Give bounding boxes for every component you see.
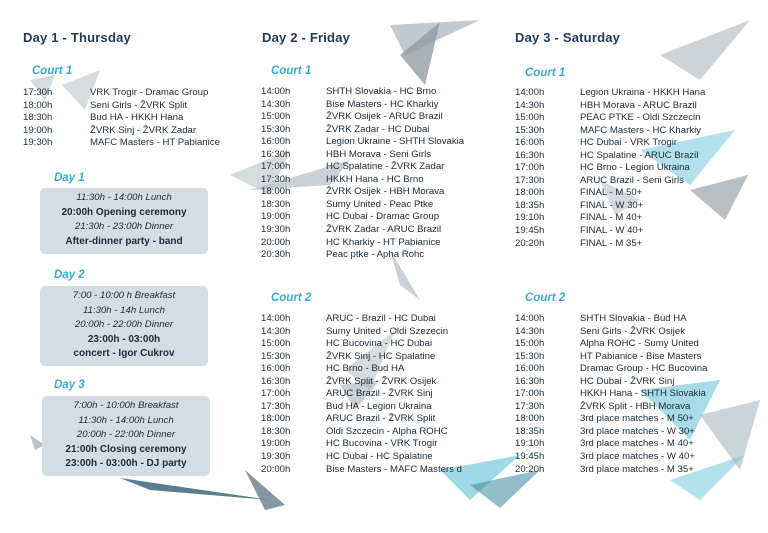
match-teams: Alpha ROHC - Sumy United — [580, 338, 699, 350]
match-row — [261, 438, 462, 451]
match-teams: HC Spalatine - ŽVRK Zadar — [326, 161, 445, 173]
match-time: 18:35h — [515, 425, 545, 437]
match-time: 17:30h — [23, 87, 53, 98]
match-teams: Bud HA - Legion Ukraina — [326, 400, 432, 412]
match-row — [261, 186, 464, 199]
match-row — [515, 212, 705, 225]
match-time: 18:30h — [261, 198, 291, 210]
day-2-court-2-label: Court 2 — [271, 292, 312, 304]
match-row — [515, 363, 707, 376]
match-teams: 3rd place matches - M 35+ — [580, 463, 694, 475]
match-row — [515, 438, 707, 451]
match-row — [23, 87, 220, 100]
day-3-court-2-label: Court 2 — [525, 292, 566, 304]
match-row — [515, 338, 707, 351]
match-time: 20:00h — [261, 236, 291, 248]
match-time: 19:10h — [515, 212, 545, 224]
match-row — [515, 464, 707, 477]
match-row — [261, 401, 462, 414]
match-row — [515, 238, 705, 251]
match-teams: HBH Morava - ARUC Brazil — [580, 99, 697, 111]
match-time: 16:00h — [515, 137, 545, 149]
match-teams: ŽVRK Osijek - ARUC Brazil — [326, 111, 443, 123]
match-time: 15:30h — [515, 124, 545, 136]
match-teams: Bise Masters - HC Kharkiy — [326, 98, 439, 110]
match-teams: ŽVRK Zadar - HC Dubai — [326, 123, 430, 135]
match-teams: Sumy United - Peac Ptke — [326, 198, 434, 210]
day-3-court-1-schedule — [515, 87, 705, 250]
deco-triangle — [700, 400, 760, 470]
events-day-2-box — [40, 286, 208, 366]
match-row — [515, 426, 707, 439]
match-time: 14:30h — [515, 325, 545, 337]
match-teams: HKKH Hana - HC Brno — [326, 173, 424, 185]
match-teams: Peac ptke - Apha Rohc — [326, 249, 425, 261]
match-time: 16:00h — [261, 136, 291, 148]
match-teams: 3rd place matches - M 50+ — [580, 413, 694, 425]
event-line: 20:00h - 22:00h Dinner — [76, 429, 176, 440]
day-1-court-1-schedule — [23, 87, 220, 150]
day-3-court-2-schedule — [515, 313, 707, 476]
day-2-court-2-schedule — [261, 313, 462, 476]
match-teams: HC Brno - Legion Ukraina — [580, 162, 690, 174]
match-teams: ARUC - Brazil - HC Dubai — [326, 313, 436, 324]
match-teams: VRK Trogir - Dramac Group — [90, 87, 209, 98]
event-line: 7:00 - 10:00 h Breakfast — [72, 290, 176, 301]
match-row — [261, 111, 464, 124]
match-row — [261, 376, 462, 389]
match-teams: ARUC Brazil - ŽVRK Sinj — [326, 388, 433, 400]
event-line: 11:30h - 14:00h Lunch — [78, 414, 174, 426]
match-teams: HC Dubai - Dramac Group — [326, 211, 440, 223]
match-time: 17:00h — [515, 388, 545, 400]
match-row — [515, 87, 705, 100]
match-teams: SHTH Slovakia - HC Brno — [326, 86, 437, 97]
match-time: 14:30h — [261, 98, 291, 110]
match-row — [515, 388, 707, 401]
match-time: 20:30h — [261, 249, 291, 261]
match-row — [261, 426, 462, 439]
match-time: 14:30h — [261, 325, 291, 337]
event-line: 21:30h - 23:00h Dinner — [74, 221, 174, 232]
events-day-2-title: Day 2 — [54, 269, 85, 281]
match-teams: PEAC PTKE - Oldi Szczecin — [580, 112, 701, 124]
match-teams: ARUC Brazil - ŽVRK Split — [326, 413, 436, 425]
day-1-court-1-label: Court 1 — [32, 65, 73, 77]
match-time: 14:00h — [515, 313, 545, 324]
match-time: 17:30h — [261, 173, 291, 185]
match-teams: HKKH Hana - SHTH Slovakia — [580, 388, 706, 400]
event-line: 7:00h - 10:00h Breakfast — [73, 400, 179, 411]
match-time: 19:30h — [261, 451, 291, 463]
match-row — [515, 413, 707, 426]
match-time: 20:20h — [515, 463, 545, 475]
day-2-court-1-label: Court 1 — [271, 65, 312, 77]
match-teams: ŽVRK Osijek - HBH Morava — [326, 186, 445, 198]
match-teams: FINAL - M 50+ — [580, 187, 643, 199]
match-teams: Legion Ukraina - HKKH Hana — [580, 87, 706, 98]
match-time: 17:00h — [261, 388, 291, 400]
match-time: 14:30h — [515, 99, 545, 111]
day-3-title: Day 3 - Saturday — [515, 30, 621, 45]
event-line: 20:00h - 22:00h Dinner — [74, 319, 174, 330]
match-teams: HC Brno - Bud HA — [326, 363, 405, 375]
match-row — [515, 137, 705, 150]
match-time: 14:00h — [515, 87, 545, 98]
match-row — [261, 338, 462, 351]
day-2-court-1-schedule — [261, 86, 464, 262]
match-row — [515, 175, 705, 188]
match-time: 16:30h — [515, 149, 545, 161]
day-1-title: Day 1 - Thursday — [23, 30, 131, 45]
match-time: 19:10h — [515, 438, 545, 450]
match-row — [261, 351, 462, 364]
match-row — [23, 125, 220, 138]
match-time: 16:00h — [261, 363, 291, 375]
events-day-3-box — [42, 396, 210, 476]
match-row — [261, 161, 464, 174]
match-teams: ŽVRK Split - HBH Morava — [580, 400, 691, 412]
match-teams: 3rd place matches - W 30+ — [580, 425, 695, 437]
match-row — [261, 326, 462, 339]
match-row — [515, 125, 705, 138]
match-time: 19:30h — [23, 137, 53, 149]
match-row — [261, 249, 464, 262]
match-teams: Sumy United - Oldi Szezecin — [326, 325, 449, 337]
match-row — [261, 363, 462, 376]
match-row — [23, 137, 220, 150]
match-row — [515, 100, 705, 113]
match-teams: Legion Ukraine - SHTH Slovakia — [326, 136, 465, 148]
match-row — [515, 313, 707, 326]
match-time: 18:00h — [261, 186, 291, 198]
match-row — [261, 313, 462, 326]
match-row — [261, 149, 464, 162]
events-day-1-title: Day 1 — [54, 172, 85, 184]
match-time: 17:00h — [261, 161, 291, 173]
match-row — [261, 451, 462, 464]
match-time: 18:30h — [261, 425, 291, 437]
match-time: 19:45h — [515, 451, 545, 463]
match-time: 16:00h — [515, 363, 545, 375]
match-row — [261, 199, 464, 212]
match-time: 17:30h — [515, 400, 545, 412]
match-teams: Bise Masters - MAFC Masters d — [326, 463, 462, 475]
match-row — [515, 351, 707, 364]
match-row — [261, 86, 464, 99]
match-row — [515, 451, 707, 464]
match-teams: ŽVRK Sinj - ŽVRK Zadar — [90, 124, 197, 136]
match-teams: 3rd place matches - W 40+ — [580, 451, 695, 463]
match-row — [261, 388, 462, 401]
match-teams: HC Dubai - VRK Trogir — [580, 137, 678, 149]
match-teams: HC Kharkiy - HT Pabianice — [326, 236, 441, 248]
event-line: 11:30h - 14:00h Lunch — [76, 192, 172, 203]
match-time: 16:30h — [261, 375, 291, 387]
match-time: 17:30h — [515, 174, 545, 186]
events-day-1-box — [40, 188, 208, 254]
match-time: 19:00h — [23, 124, 53, 136]
match-teams: HC Dubai - ŽVRK Sinj — [580, 375, 675, 387]
event-line: 21:00h Closing ceremony — [65, 443, 187, 455]
event-line: concert - Igor Cukrov — [73, 348, 175, 359]
match-time: 18:00h — [23, 99, 53, 111]
match-teams: Seni Girls - ŽVRK Split — [90, 99, 188, 111]
match-teams: ARUC Brazil - Seni Girls — [580, 174, 684, 186]
match-time: 16:30h — [515, 375, 545, 387]
match-teams: HC Bucovina - HC Dubai — [326, 338, 433, 350]
match-row — [515, 225, 705, 238]
match-teams: HT Pabianice - Bise Masters — [580, 350, 702, 362]
day-2-title: Day 2 - Friday — [262, 30, 351, 45]
match-teams: SHTH Slovakia - Bud HA — [580, 313, 687, 324]
match-teams: FINAL - W 40+ — [580, 225, 644, 237]
match-time: 14:00h — [261, 86, 291, 97]
match-row — [23, 100, 220, 113]
match-time: 17:30h — [261, 400, 291, 412]
match-time: 18:35h — [515, 199, 545, 211]
match-teams: FINAL - W 30+ — [580, 199, 644, 211]
match-row — [23, 112, 220, 125]
match-row — [261, 464, 462, 477]
deco-triangle — [660, 20, 750, 80]
match-row — [515, 326, 707, 339]
match-row — [261, 99, 464, 112]
match-teams: ŽVRK Zadar - ARUC Brazil — [326, 224, 442, 236]
deco-triangle — [120, 478, 270, 500]
match-teams: HC Bucovina - VRK Trogir — [326, 438, 438, 450]
match-row — [515, 150, 705, 163]
match-row — [261, 224, 464, 237]
event-line: 23:00h - 03:00h - DJ party — [65, 458, 187, 469]
event-line: 20:00h Opening ceremony — [61, 206, 187, 218]
match-time: 17:00h — [515, 162, 545, 174]
match-teams: HC Dubai - HC Spalatine — [326, 451, 433, 463]
event-line: 23:00h - 03:00h — [87, 333, 161, 345]
match-time: 19:45h — [515, 225, 545, 237]
match-teams: MAFC Masters - HT Pabianice — [90, 137, 220, 149]
match-time: 14:00h — [261, 313, 291, 324]
match-teams: Dramac Group - HC Bucovina — [580, 363, 708, 375]
match-time: 19:00h — [261, 211, 291, 223]
match-row — [261, 174, 464, 187]
match-teams: Oldi Szczecin - Alpha ROHC — [326, 425, 448, 437]
match-time: 19:00h — [261, 438, 291, 450]
match-time: 15:30h — [261, 123, 291, 135]
match-row — [261, 136, 464, 149]
match-row — [515, 376, 707, 389]
match-time: 18:00h — [261, 413, 291, 425]
match-time: 15:30h — [261, 350, 291, 362]
match-time: 18:30h — [23, 112, 53, 124]
match-time: 19:30h — [261, 224, 291, 236]
match-teams: MAFC Masters - HC Kharkiy — [580, 124, 701, 136]
match-time: 18:00h — [515, 187, 545, 199]
match-time: 16:30h — [261, 148, 291, 160]
match-teams: FINAL - M 40+ — [580, 212, 643, 224]
match-teams: FINAL - M 35+ — [580, 237, 643, 249]
match-time: 20:20h — [515, 237, 545, 249]
day-3-court-1-label: Court 1 — [525, 67, 566, 79]
event-line: 11:30h - 14h Lunch — [83, 304, 165, 316]
event-line: After-dinner party - band — [65, 235, 183, 247]
match-teams: HC Spalatine - ARUC Brazil — [580, 149, 699, 161]
match-row — [261, 211, 464, 224]
match-time: 15:30h — [515, 350, 545, 362]
match-row — [515, 401, 707, 414]
match-row — [261, 124, 464, 137]
match-time: 20:00h — [261, 463, 291, 475]
match-teams: HBH Morava - Seni Girls — [326, 148, 432, 160]
match-row — [261, 413, 462, 426]
match-teams: 3rd place matches - M 40+ — [580, 438, 694, 450]
match-teams: ŽVRK Split - ŽVRK Osijek — [326, 375, 437, 387]
match-teams: Seni Girls - ŽVRK Osijek — [580, 325, 686, 337]
match-row — [515, 200, 705, 213]
match-row — [515, 162, 705, 175]
match-row — [515, 187, 705, 200]
match-teams: ŽVRK Sinj - HC Spalatine — [326, 350, 436, 362]
events-day-3-title: Day 3 — [54, 379, 85, 391]
match-time: 15:00h — [261, 111, 291, 123]
match-row — [261, 237, 464, 250]
match-time: 15:00h — [261, 338, 291, 350]
match-row — [515, 112, 705, 125]
match-time: 15:00h — [515, 112, 545, 124]
match-time: 18:00h — [515, 413, 545, 425]
match-time: 15:00h — [515, 338, 545, 350]
match-teams: Bud HA - HKKH Hana — [90, 112, 184, 124]
